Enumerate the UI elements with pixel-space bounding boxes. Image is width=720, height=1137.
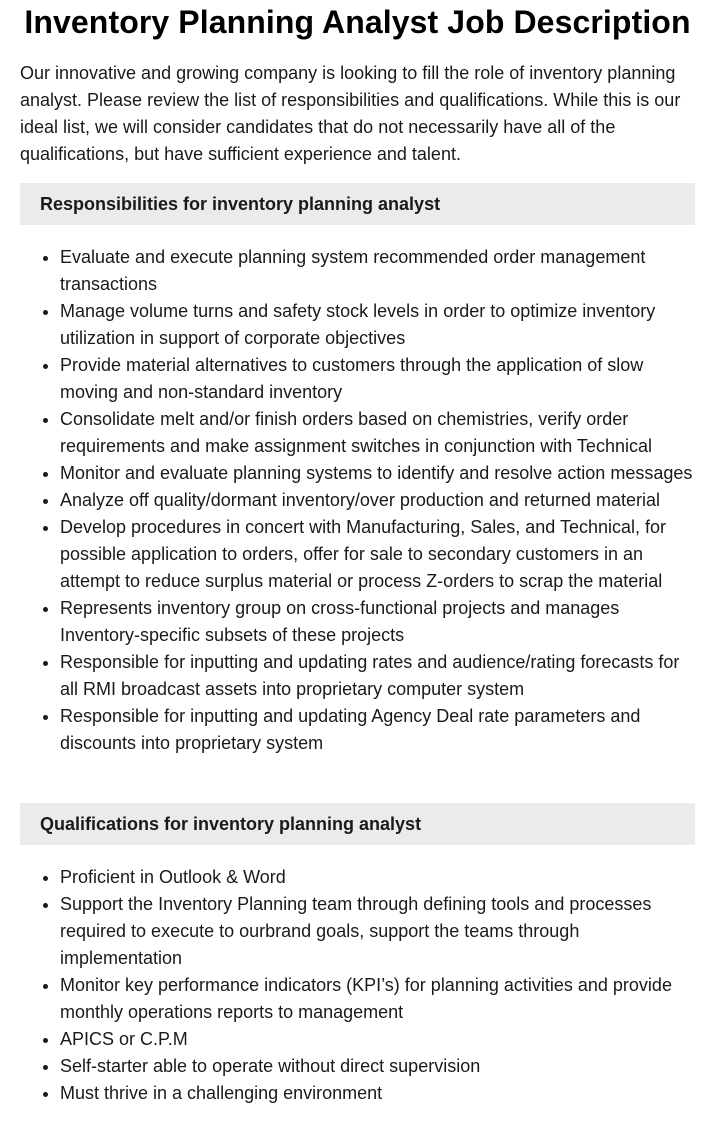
- list-item: • Self-starter able to operate without direct supervision: [60, 1053, 696, 1080]
- intro-paragraph: Our innovative and growing company is looking to fill the role of inventory planning analyst. Please review the list of responsibilities and qualifications. While this is our ideal list, we will consider candidates that do not necessarily have all of the qualifications, but have sufficient experience and talent.: [20, 63, 681, 164]
- responsibilities-list: [20, 244, 696, 757]
- qualifications-heading: Qualifications for inventory planning analyst: [20, 803, 695, 845]
- list-item: • Consolidate melt and/or finish orders based on chemistries, verify order requirements and make assignment switches in conjunction with Technical: [60, 406, 696, 460]
- list-item: • Evaluate and execute planning system recommended order management transactions: [60, 244, 696, 298]
- list-item: • Responsible for inputting and updating rates and audience/rating forecasts for all RMI broadcast assets into proprietary computer system: [60, 649, 696, 703]
- list-item: • Manage volume turns and safety stock levels in order to optimize inventory utilization in support of corporate objectives: [60, 298, 696, 352]
- responsibilities-heading: Responsibilities for inventory planning analyst: [20, 183, 695, 225]
- list-item: • Support the Inventory Planning team through defining tools and processes required to execute to ourbrand goals, support the teams through implementation: [60, 891, 696, 972]
- list-item: • Monitor and evaluate planning systems to identify and resolve action messages: [60, 460, 696, 487]
- qualifications-list: [20, 864, 696, 1107]
- list-item: • Analyze off quality/dormant inventory/over production and returned material: [60, 487, 696, 514]
- list-item: • Monitor key performance indicators (KPI’s) for planning activities and provide monthly operations reports to management: [60, 972, 696, 1026]
- list-item: • APICS or C.P.M: [60, 1026, 696, 1053]
- list-item: • Develop procedures in concert with Manufacturing, Sales, and Technical, for possible application to orders, offer for sale to secondary customers in an attempt to reduce surplus material or process Z-orders to scrap the material: [60, 514, 696, 595]
- list-item: • Must thrive in a challenging environment: [60, 1080, 696, 1107]
- list-item: • Provide material alternatives to customers through the application of slow moving and non-standard inventory: [60, 352, 696, 406]
- list-item: • Represents inventory group on cross-functional projects and manages Inventory-specific subsets of these projects: [60, 595, 696, 649]
- list-item: • Responsible for inputting and updating Agency Deal rate parameters and discounts into proprietary system: [60, 703, 696, 757]
- list-item: • Proficient in Outlook & Word: [60, 864, 696, 891]
- page-title: Inventory Planning Analyst Job Description: [24, 4, 691, 40]
